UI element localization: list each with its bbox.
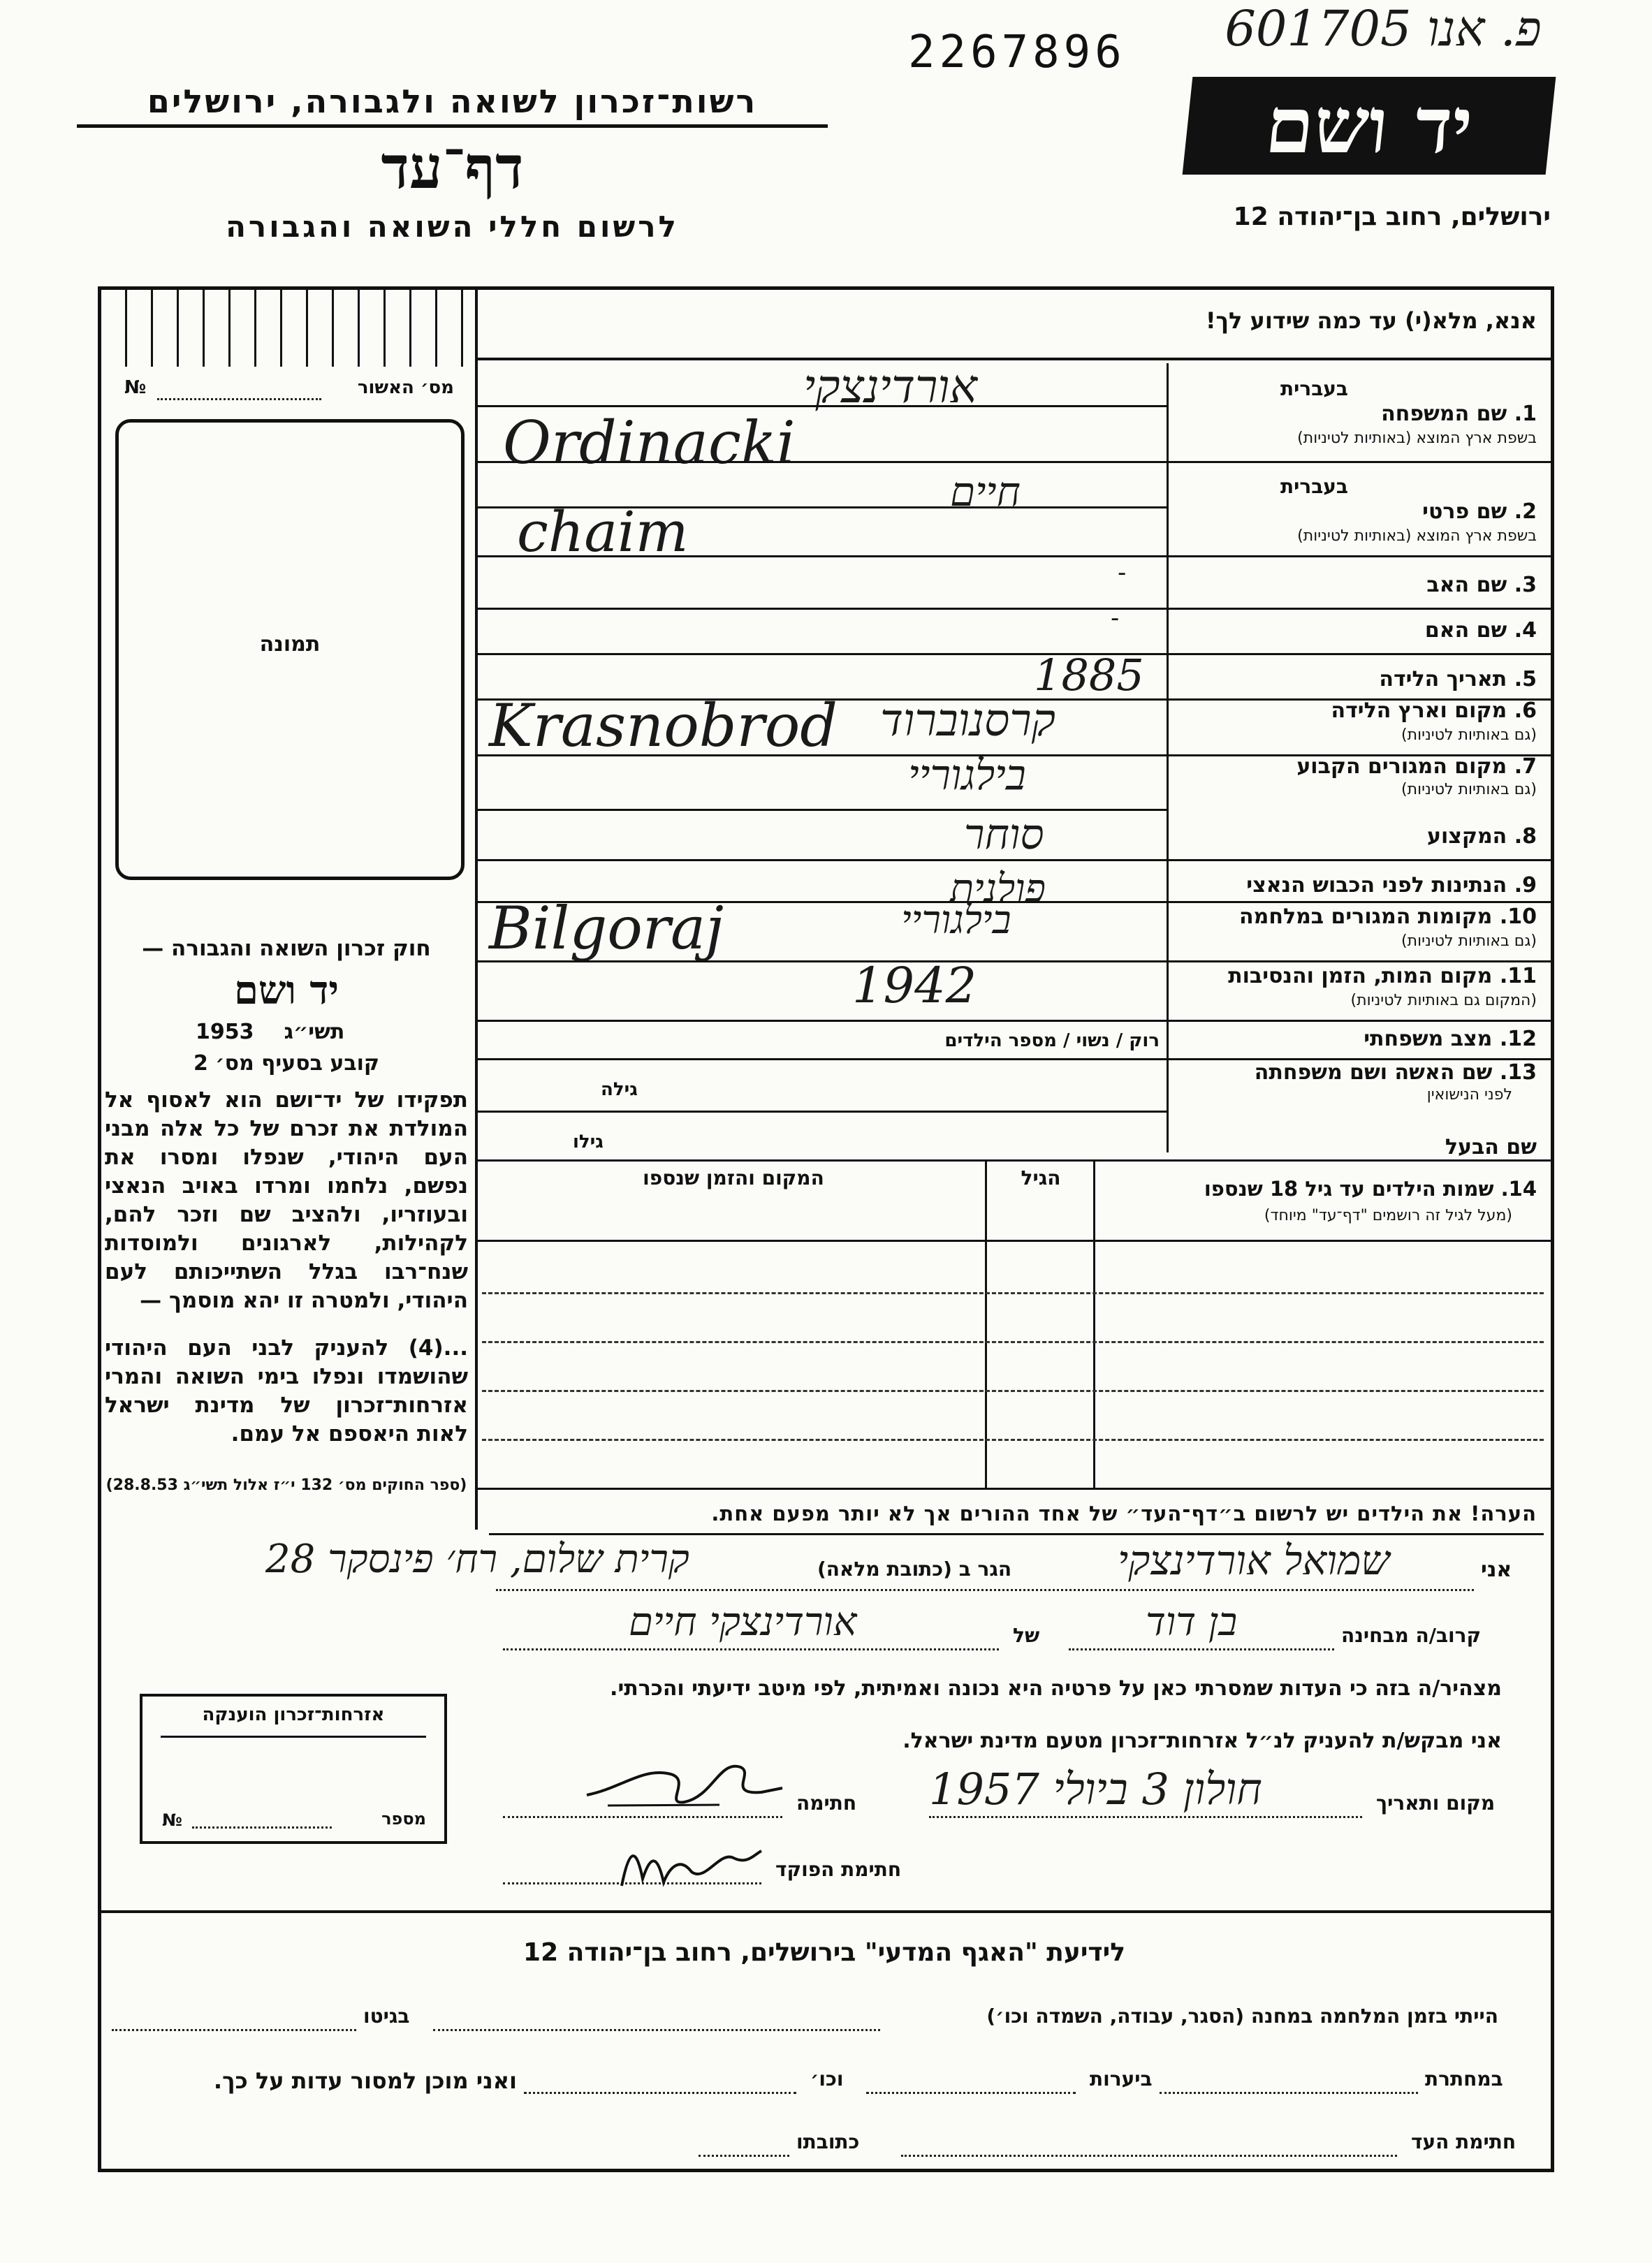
field-1-label	[1381, 402, 1537, 426]
official-signature	[615, 1830, 768, 1900]
bottom-line2-d: ואני מוכן למסור עדות על כך.	[213, 2067, 517, 2094]
rule-8	[475, 859, 1167, 861]
field-6-sub: (גם באותיות לטיניות)	[1401, 726, 1537, 744]
photo-label: תמונה	[259, 632, 321, 657]
field-1-sub: בשפת ארץ המוצא (באותיות לטיניות)	[1297, 430, 1537, 447]
bottom-section-rule	[101, 1910, 1551, 1913]
field-11-label	[1228, 964, 1537, 988]
field-8-label-text: המקצוע	[1426, 824, 1507, 849]
field-7-sub: (גם באותיות לטיניות)	[1401, 781, 1537, 798]
citizenship-no-sign: №	[162, 1810, 182, 1830]
field-8-label	[1427, 824, 1537, 849]
field-7-label-text: מקום המגורים הקבוע	[1296, 754, 1507, 779]
citizenship-box-number-label: מספר	[381, 1809, 426, 1829]
rule-3	[475, 608, 1554, 610]
address: ירושלים, רחוב בן־יהודה 12	[1233, 203, 1551, 231]
family-name-latin-value[interactable]: Ordinacki	[503, 409, 796, 477]
declaration-lives-at: הגר ב (כתובת מלאה)	[817, 1558, 1012, 1581]
declaration-relative: קרוב/ה מבחינה	[1341, 1624, 1482, 1647]
field-13-label	[1255, 1060, 1537, 1085]
permanent-residence-value[interactable]: בילגוריי	[908, 751, 1026, 800]
organization-line: רשות־זכרון לשואה ולגבורה, ירושלים	[147, 82, 758, 120]
field-11-label-text: מקום המות, הזמן והנסיבות	[1228, 964, 1493, 988]
field-1-number: 1.	[1514, 402, 1537, 426]
field-13-label-text: שם האשה ושם משפחתה	[1254, 1060, 1493, 1085]
field-5-label	[1379, 667, 1537, 691]
intro-instruction: אנא, מלא(י) עד כמה שידוע לך!	[1205, 307, 1537, 334]
field-7-label	[1296, 754, 1537, 779]
yad-vashem-logo: יד ושם	[1183, 77, 1556, 175]
children-row-4[interactable]	[482, 1439, 1544, 1441]
declaration-i: אני	[1481, 1558, 1512, 1582]
field-6-number: 6.	[1514, 698, 1537, 723]
field-4-number: 4.	[1514, 618, 1537, 643]
field-9-number: 9.	[1514, 873, 1537, 898]
field-10-label	[1239, 905, 1537, 929]
husband-name-label: שם הבעל	[1445, 1135, 1537, 1159]
witness-address-bottom-line[interactable]	[699, 2155, 789, 2157]
relative-of-value[interactable]: אורדינצקי חיים	[629, 1599, 857, 1645]
no-sign: №	[124, 377, 147, 398]
field-13-sub: לפני הנישואין	[1426, 1086, 1512, 1104]
children-col-age: הגיל	[1021, 1166, 1061, 1189]
rule-2	[475, 555, 1554, 557]
field-8-number: 8.	[1514, 824, 1537, 849]
declaration-of: של	[1013, 1624, 1040, 1647]
rule-1a	[475, 405, 1167, 407]
rule-13b	[475, 1159, 1554, 1162]
rule-2a	[475, 506, 1167, 508]
law-section: קובע בסעיף מס׳ 2	[193, 1051, 380, 1076]
nationality-value[interactable]: פולנית	[950, 866, 1046, 911]
field-4-label	[1425, 618, 1537, 643]
field-2-label-text: שם פרטי	[1422, 499, 1507, 524]
place-date-value[interactable]: חולון 3 ביולי 1957	[929, 1764, 1262, 1815]
field-2-number: 2.	[1514, 499, 1537, 524]
form-title: דף־עד	[381, 133, 524, 202]
marital-status-options[interactable]: רוק / נשוי / מספר הילדים	[944, 1030, 1160, 1051]
birthplace-hebrew-value[interactable]: קרסנוברוד	[880, 695, 1055, 747]
field-10-label-text: מקומות המגורים במלחמה	[1239, 905, 1493, 929]
children-note: הערה! את הילדים יש לרשום ב״דף־העד״ של אחד ההורים אך לא יותר מפעם אחת.	[711, 1502, 1537, 1525]
children-number: 14.	[1500, 1177, 1537, 1201]
etc-line[interactable]	[524, 2092, 796, 2094]
children-label-text: שמות הילדים עד גיל 18 שנספו	[1204, 1177, 1494, 1201]
certificate-number-line[interactable]	[157, 398, 321, 400]
bottom-line1-end: בגיטו	[363, 2005, 410, 2028]
witness-signature-line[interactable]	[901, 2155, 1397, 2157]
intro-rule	[475, 358, 1554, 360]
citizenship-number-line[interactable]	[192, 1826, 332, 1829]
children-header-rule	[475, 1240, 1554, 1242]
bottom-line2-a: במחתרת	[1425, 2067, 1503, 2090]
bottom-title: לידיעת "האגף המדעי" בירושלים, רחוב בן־יהודה 12	[523, 1938, 1125, 1967]
field-3-number: 3.	[1514, 573, 1537, 597]
form-subtitle: לרשום חללי השואה והגבורה	[226, 210, 679, 244]
children-label	[1204, 1177, 1537, 1201]
relative-of-line	[503, 1648, 999, 1650]
field-10-sub: (גם באותיות לטיניות)	[1401, 932, 1537, 950]
forests-line[interactable]	[866, 2092, 1076, 2094]
field-6-label-text: מקום וארץ הלידה	[1331, 698, 1507, 723]
wife-age-label: גילה	[601, 1079, 638, 1100]
field-5-number: 5.	[1514, 667, 1537, 691]
official-signature-label: חתימת הפוקד	[775, 1858, 902, 1881]
left-sidebar-divider	[475, 286, 478, 1530]
rule-13	[475, 1111, 1167, 1113]
bottom-line2-b: ביערות	[1090, 2067, 1153, 2090]
field-6-label	[1331, 698, 1537, 723]
first-name-latin-value[interactable]: chaim	[517, 499, 689, 564]
bottom-line3-b: כתובתו	[796, 2130, 860, 2153]
law-title: חוק זכרון השואה והגבורה —	[142, 936, 431, 961]
truth-statement: מצהיר/ה בזה כי העדות שמסרתי כאן על פרטיה היא נכונה ואמיתית, לפי מיטב ידיעתי והכרתי.	[610, 1676, 1502, 1701]
wartime-residence-hebrew-value[interactable]: בילגוריי	[901, 898, 1011, 943]
death-year-value[interactable]: 1942	[852, 957, 977, 1014]
field-2-tag: בעברית	[1280, 475, 1348, 498]
camp-line[interactable]	[433, 2029, 880, 2031]
children-sub: (מעל לגיל זה רושמים "דף־עד" מיוחד)	[1264, 1207, 1512, 1224]
signature-label: חתימה	[796, 1792, 857, 1815]
field-1-tag: בעברית	[1280, 377, 1348, 400]
handwritten-reference: פ. אנו 601705	[1225, 0, 1542, 57]
field-11-number: 11.	[1499, 964, 1537, 988]
field-1-label-text: שם המשפחה	[1381, 402, 1507, 426]
children-col-place: המקום והזמן שנספו	[643, 1166, 824, 1189]
witness-address-line	[496, 1589, 1474, 1591]
first-name-hebrew-value[interactable]: חיים	[950, 468, 1021, 515]
field-7-number: 7.	[1514, 754, 1537, 779]
field-5-label-text: תאריך הלידה	[1379, 667, 1507, 691]
field-12-number: 12.	[1499, 1027, 1537, 1051]
birthplace-latin-value[interactable]: Krasnobrod	[489, 691, 838, 760]
note-rule	[489, 1533, 1544, 1535]
field-2-sub: בשפת ארץ המוצא (באותיות לטיניות)	[1297, 527, 1537, 545]
bottom-line3-a: חתימת העד	[1411, 2130, 1516, 2153]
family-name-hebrew-value[interactable]: אורדינצקי	[803, 360, 977, 413]
citizenship-request: אני מבקש/ת להעניק לנ״ל אזרחות־זכרון מטעם מדינת ישראל.	[902, 1729, 1502, 1753]
org-underline	[77, 124, 828, 128]
field-10-number: 10.	[1499, 905, 1537, 929]
children-row-3[interactable]	[482, 1390, 1544, 1392]
law-year-hebrew: תשי״ג	[284, 1020, 345, 1044]
relation-value[interactable]: בן דוד	[1146, 1599, 1238, 1645]
field-12-label	[1364, 1027, 1537, 1051]
wartime-residence-latin-value[interactable]: Bilgoraj	[489, 894, 724, 962]
children-bottom-rule	[475, 1488, 1554, 1490]
law-clause-4: ...(4) להעניק לבני העם היהודי שהושמדו ונפלו בימי השואה והמרי אזרחות־זכרון של מדינת ישראל לאות היאספם אל עמם.	[105, 1335, 468, 1447]
law-text: תפקידו של יד־ושם הוא לאסוף אל המולדת את זכרם של כל אלה מבני העם היהודי, שנפלו ומסרו את נפשם, נלחמו ומרדו באויב הנאצי ובעוזריו, ולהציב שם וזכר להם, לקהילות, לארגונים ולמוסדות שנח־רבו בגלל השתייכותם לעם היהודי, ולמטרה זו יהא מוסמך —	[105, 1087, 468, 1313]
ghetto-line[interactable]	[112, 2029, 356, 2031]
husband-age-label: גילו	[573, 1132, 604, 1152]
field-11-sub: (המקום גם באותיות לטיניות)	[1350, 992, 1537, 1009]
signature-line	[503, 1816, 782, 1818]
bottom-line1-label: הייתי בזמן המלחמה במחנה (הסגר, עבודה, השמדה וכו׳)	[986, 2005, 1498, 2028]
law-reference: (ספר החוקים מס׳ 132 י״ז אלול תשי״ג 28.8.53)	[105, 1477, 467, 1494]
law-year: 1953	[196, 1020, 254, 1044]
law-name: יד ושם	[233, 967, 339, 1013]
rule-7a	[475, 809, 1167, 811]
place-date-line	[929, 1816, 1362, 1818]
bottom-line2-c: וכו׳	[810, 2067, 844, 2090]
underground-line[interactable]	[1160, 2092, 1418, 2094]
field-12-label-text: מצב משפחתי	[1364, 1027, 1493, 1051]
certificate-number-label: מס׳ האשור	[357, 377, 454, 398]
birth-date-value[interactable]: 1885	[1034, 650, 1144, 701]
father-name-value[interactable]: -	[1118, 559, 1127, 587]
witness-signature	[580, 1746, 789, 1816]
field-13-number: 13.	[1499, 1060, 1537, 1085]
children-row-2[interactable]	[482, 1341, 1544, 1343]
witness-name-value[interactable]: שמואל אורדינצקי	[1118, 1537, 1390, 1584]
rule-4	[475, 653, 1554, 655]
rule-10	[475, 960, 1554, 962]
field-9-label	[1246, 873, 1537, 898]
citizenship-box-title: אזרחות־זכרון הוענקה	[202, 1704, 385, 1725]
rule-11	[475, 1020, 1554, 1022]
field-3-label-text: שם האב	[1426, 573, 1507, 597]
mother-name-value[interactable]: -	[1111, 604, 1120, 632]
place-date-label: מקום ותאריך	[1376, 1792, 1496, 1815]
field-2-label	[1422, 499, 1537, 524]
children-row-1[interactable]	[482, 1292, 1544, 1294]
profession-value[interactable]: סוחר	[964, 810, 1044, 859]
label-column-divider	[1167, 363, 1169, 1152]
photo-hatch	[101, 290, 475, 367]
field-9-label-text: הנתינות לפני הכבוש הנאצי	[1246, 873, 1507, 898]
field-4-label-text: שם האם	[1424, 618, 1507, 643]
witness-address-value[interactable]: קרית שלום, רח׳ פינסקר 28	[265, 1537, 689, 1582]
field-3-label	[1426, 573, 1537, 597]
citizenship-box-rule	[161, 1736, 426, 1738]
archive-number: 2267896	[908, 27, 1126, 78]
rule-1	[475, 461, 1554, 463]
relation-line	[1069, 1648, 1334, 1650]
